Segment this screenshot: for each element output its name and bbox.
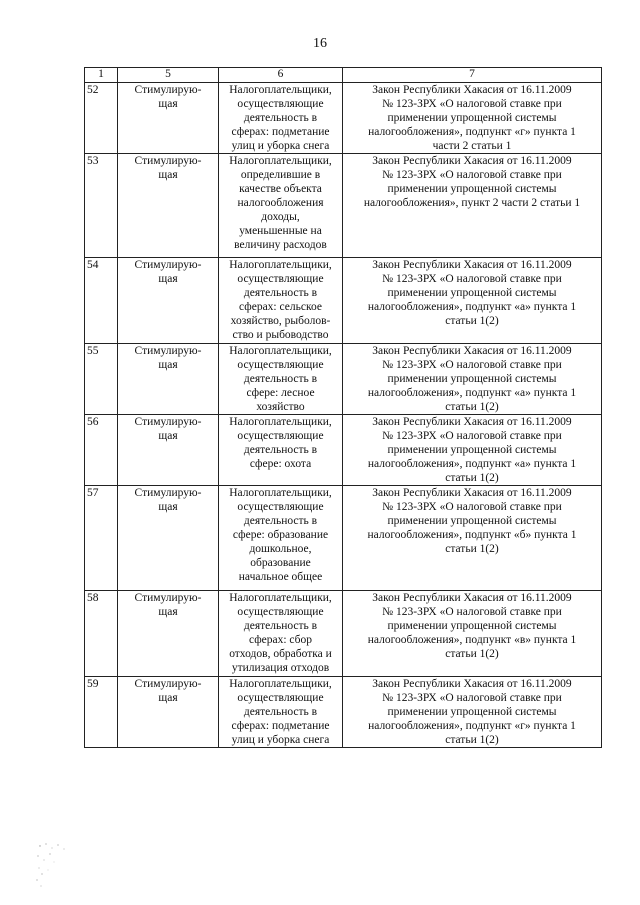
expenditure-type-cell	[118, 415, 219, 486]
row-number-cell	[85, 258, 118, 344]
taxpayers-cell	[219, 258, 343, 344]
taxpayers-cell	[219, 154, 343, 258]
table-body	[85, 83, 602, 748]
legal-basis-cell-text: Закон Республики Хакасия от 16.11.2009 № 123-ЗРХ «О налоговой ставке при применении упрощенной системы налогообложения», подпункт «г» пункта 1 статьи 1(2)	[368, 678, 576, 746]
legal-basis-cell-text: Закон Республики Хакасия от 16.11.2009 № 123-ЗРХ «О налоговой ставке при применении упрощенной системы налогообложения», подпункт «а» пункта 1 статьи 1(2)	[367, 416, 577, 484]
legal-basis-cell-text: Закон Республики Хакасия от 16.11.2009 № 123-ЗРХ «О налоговой ставке при применении упрощенной системы налогообложения», подпункт «а» пункта 1 статьи 1(2)	[367, 345, 577, 413]
taxpayers-cell	[219, 415, 343, 486]
legal-basis-cell-text: Закон Республики Хакасия от 16.11.2009 № 123-ЗРХ «О налоговой ставке при применении упрощенной системы налогообложения», подпункт «в» пункта 1 статьи 1(2)	[367, 592, 577, 660]
row-number-cell-text: 55	[87, 345, 99, 357]
row-number-cell-text: 52	[87, 84, 99, 96]
row-number-cell-text: 57	[87, 487, 99, 499]
legal-basis-cell-text: Закон Республики Хакасия от 16.11.2009 № 123-ЗРХ «О налоговой ставке при применении упрощенной системы налогообложения», подпункт «а» пункта 1 статьи 1(2)	[367, 259, 577, 327]
legal-basis-cell	[343, 591, 602, 677]
row-number-cell	[85, 677, 118, 748]
row-number-cell	[85, 486, 118, 591]
table-header-row	[85, 68, 602, 83]
column-header: 7	[343, 68, 602, 83]
taxpayers-cell	[219, 677, 343, 748]
row-number-cell	[85, 154, 118, 258]
taxpayers-cell-text: Налогоплательщики, определившие в качестве объекта налогообложения доходы, уменьшенные на величину расходов	[229, 155, 332, 251]
taxpayers-cell-text: Налогоплательщики, осуществляющие деятельность в сферах: подметание улиц и уборка снега	[229, 678, 332, 746]
expenditure-type-cell-text: Стимулирую- щая	[134, 416, 202, 442]
taxpayers-cell-text: Налогоплательщики, осуществляющие деятельность в сфере: образование дошкольное, образование начальное общее	[229, 487, 332, 583]
expenditure-type-cell	[118, 258, 219, 344]
taxpayers-cell	[219, 83, 343, 154]
table-row	[85, 677, 602, 748]
taxpayers-cell-text: Налогоплательщики, осуществляющие деятельность в сферах: сбор отходов, обработка и утилизация отходов	[229, 592, 332, 674]
row-number-cell-text: 59	[87, 678, 99, 690]
scan-artifact	[34, 840, 84, 890]
expenditure-type-cell-text: Стимулирую- щая	[134, 592, 202, 618]
taxpayers-cell-text: Налогоплательщики, осуществляющие деятельность в сферах: подметание улиц и уборка снега	[229, 84, 332, 152]
row-number-cell	[85, 415, 118, 486]
expenditure-type-cell	[118, 83, 219, 154]
table-row	[85, 154, 602, 258]
expenditure-type-cell-text: Стимулирую- щая	[134, 345, 202, 371]
taxpayers-cell-text: Налогоплательщики, осуществляющие деятельность в сфере: охота	[229, 416, 332, 470]
table-row	[85, 591, 602, 677]
expenditure-type-cell	[118, 154, 219, 258]
row-number-cell-text: 54	[87, 259, 99, 271]
table-row	[85, 258, 602, 344]
tax-expenditure-table	[84, 67, 602, 748]
legal-basis-cell	[343, 258, 602, 344]
taxpayers-cell	[219, 344, 343, 415]
expenditure-type-cell-text: Стимулирую- щая	[134, 259, 202, 285]
legal-basis-cell	[343, 83, 602, 154]
row-number-cell-text: 56	[87, 416, 99, 428]
expenditure-type-cell-text: Стимулирую- щая	[134, 678, 202, 704]
taxpayers-cell-text: Налогоплательщики, осуществляющие деятельность в сферах: сельское хозяйство, рыболов- ство и рыбоводство	[229, 259, 332, 341]
legal-basis-cell	[343, 486, 602, 591]
legal-basis-cell	[343, 415, 602, 486]
taxpayers-cell-text: Налогоплательщики, осуществляющие деятельность в сфере: лесное хозяйство	[229, 345, 332, 413]
legal-basis-cell-text: Закон Республики Хакасия от 16.11.2009 № 123-ЗРХ «О налоговой ставке при применении упрощенной системы налогообложения», подпункт «г» пункта 1 части 2 статьи 1	[368, 84, 576, 152]
table-row	[85, 83, 602, 154]
row-number-cell-text: 53	[87, 155, 99, 167]
table-row	[85, 486, 602, 591]
table-row	[85, 344, 602, 415]
legal-basis-cell-text: Закон Республики Хакасия от 16.11.2009 № 123-ЗРХ «О налоговой ставке при применении упрощенной системы налогообложения», подпункт «б» пункта 1 статьи 1(2)	[367, 487, 577, 555]
expenditure-type-cell	[118, 677, 219, 748]
taxpayers-cell	[219, 486, 343, 591]
legal-basis-cell-text: Закон Республики Хакасия от 16.11.2009 № 123-ЗРХ «О налоговой ставке при применении упрощенной системы налогообложения», пункт 2 части 2 статьи 1	[363, 155, 581, 209]
expenditure-type-cell-text: Стимулирую- щая	[134, 84, 202, 110]
expenditure-type-cell	[118, 591, 219, 677]
legal-basis-cell	[343, 344, 602, 415]
expenditure-type-cell-text: Стимулирую- щая	[134, 155, 202, 181]
row-number-cell-text: 58	[87, 592, 99, 604]
legal-basis-cell	[343, 154, 602, 258]
taxpayers-cell	[219, 591, 343, 677]
row-number-cell	[85, 344, 118, 415]
table-row	[85, 415, 602, 486]
column-header: 6	[219, 68, 343, 83]
expenditure-type-cell-text: Стимулирую- щая	[134, 487, 202, 513]
column-header: 1	[85, 68, 118, 83]
row-number-cell	[85, 83, 118, 154]
page-number: 16	[313, 36, 327, 51]
expenditure-type-cell	[118, 486, 219, 591]
expenditure-type-cell	[118, 344, 219, 415]
column-header: 5	[118, 68, 219, 83]
legal-basis-cell	[343, 677, 602, 748]
row-number-cell	[85, 591, 118, 677]
